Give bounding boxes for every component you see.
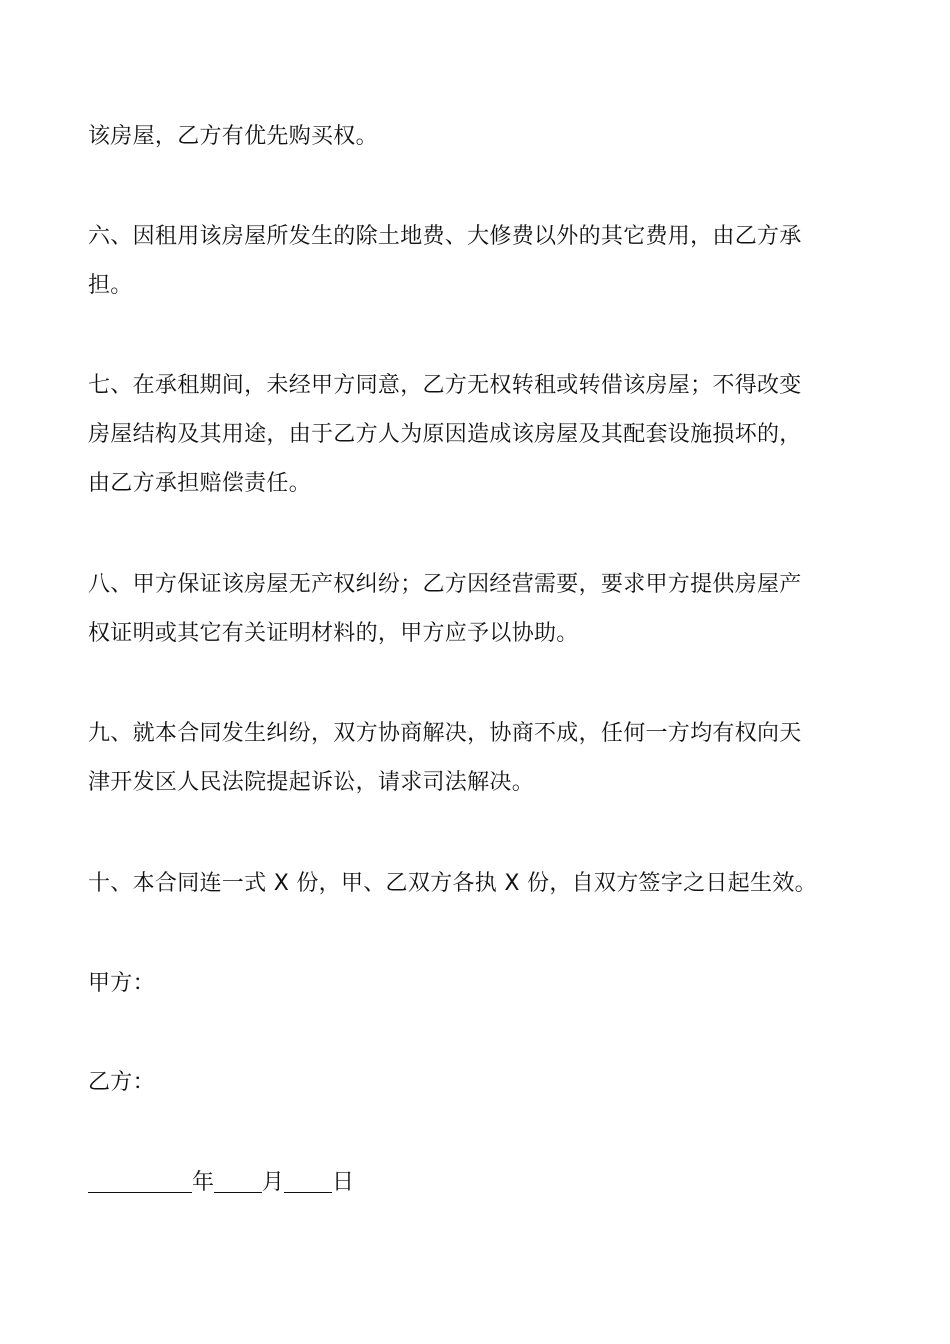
year-blank[interactable]: [88, 1170, 192, 1193]
text-line: 担。: [88, 273, 133, 298]
text-line: 由乙方承担赔偿责任。: [88, 471, 312, 496]
text-line: 十、本合同连一式 X 份，甲、乙双方各执 X 份，自双方签字之日起生效。: [88, 871, 817, 896]
day-label: 日: [332, 1170, 355, 1195]
party-b-label: 乙方：: [88, 1070, 155, 1095]
signing-date: [88, 1158, 354, 1207]
clause-5-continuation: [88, 112, 868, 161]
clause-7: [88, 361, 868, 508]
text-line: 九、就本合同发生纠纷，双方协商解决，协商不成，任何一方均有权向天: [88, 721, 802, 746]
text-line: 房屋结构及其用途，由于乙方人为原因造成该房屋及其配套设施损坏的，: [88, 422, 802, 447]
clause-10: [88, 859, 868, 908]
text-line: 六、因租用该房屋所发生的除土地费、大修费以外的其它费用，由乙方承: [88, 224, 802, 249]
year-label: 年: [192, 1170, 215, 1195]
month-blank[interactable]: [214, 1170, 262, 1193]
month-label: 月: [262, 1170, 285, 1195]
clause-6: [88, 212, 868, 310]
day-blank[interactable]: [284, 1170, 332, 1193]
party-a-label: 甲方：: [88, 971, 155, 996]
text-line: 该房屋，乙方有优先购买权。: [88, 124, 378, 149]
text-line: 权证明或其它有关证明材料的，甲方应予以协助。: [88, 621, 579, 646]
text-line: 八、甲方保证该房屋无产权纠纷；乙方因经营需要，要求甲方提供房屋产: [88, 572, 802, 597]
text-line: 七、在承租期间，未经甲方同意，乙方无权转租或转借该房屋；不得改变: [88, 373, 802, 398]
clause-9: [88, 709, 868, 807]
text-line: 津开发区人民法院提起诉讼，请求司法解决。: [88, 770, 535, 795]
party-b-signature: [88, 1058, 868, 1107]
clause-8: [88, 560, 868, 658]
party-a-signature: [88, 959, 868, 1008]
